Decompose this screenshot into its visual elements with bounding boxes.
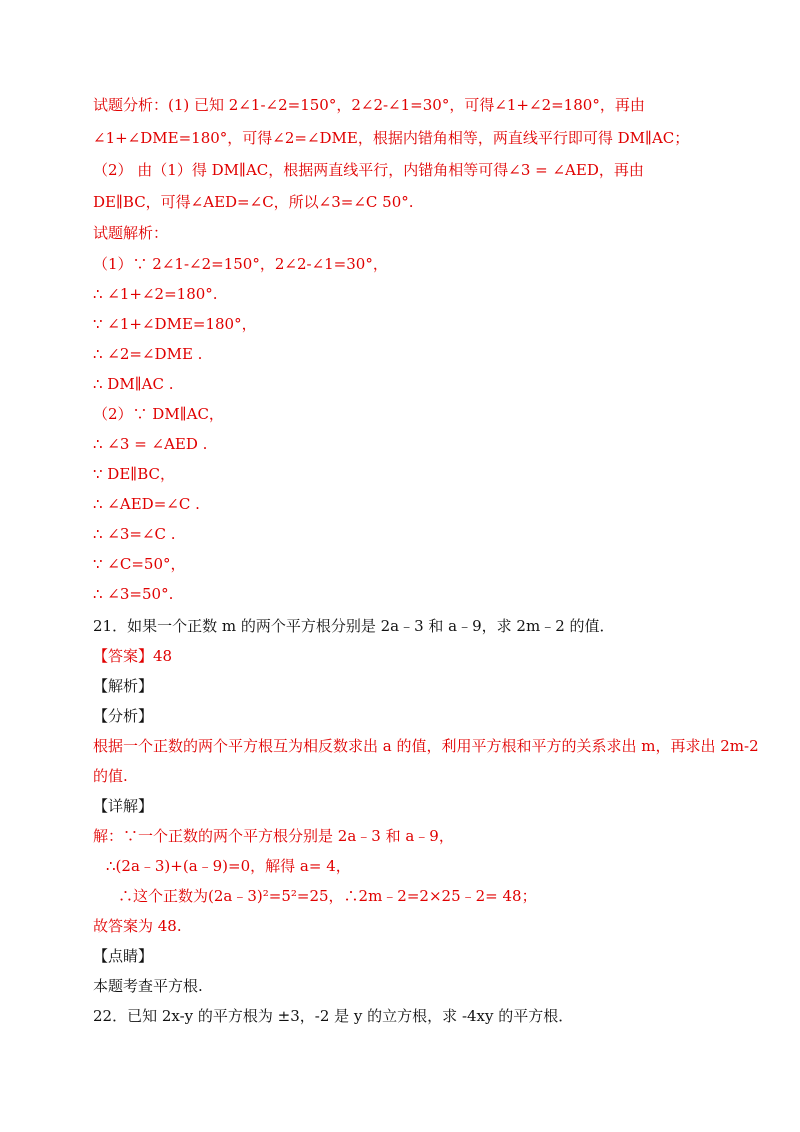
analysis-line-2: ∠1+∠DME=180°，可得∠2=∠DME，根据内错角相等，两直线平行即可得 DM∥AC；: [93, 129, 690, 147]
fenxi-tag: 【分析】: [93, 707, 154, 725]
question-21: 21．如果一个正数 m 的两个平方根分别是 2a﹣3 和 a﹣9，求 2m﹣2 的值．: [93, 617, 615, 635]
xiangjie-tag: 【详解】: [93, 797, 154, 815]
analysis-line-4: DE∥BC，可得∠AED=∠C，所以∠3=∠C 50°.: [93, 193, 414, 211]
solution-step: ∴ ∠3=∠C .: [93, 525, 176, 543]
fenxi-line-2: 的值.: [93, 767, 128, 785]
dianjing-tag: 【点睛】: [93, 947, 154, 965]
solution-step: ∵ ∠C=50°，: [93, 555, 186, 573]
detail-line-3: ∴这个正数为(2a﹣3)²=5²=25，∴2m﹣2=2×25﹣2= 48；: [118, 887, 537, 905]
solution-step: ∴ ∠1+∠2=180°.: [93, 285, 218, 303]
conclusion: 故答案为 48.: [93, 917, 182, 935]
jiexi-tag: 【解析】: [93, 677, 154, 695]
detail-line-2: ∴(2a﹣3)+(a﹣9)=0，解得 a= 4，: [106, 857, 351, 875]
solution-heading: 试题解析：: [93, 224, 169, 242]
solution-step: ∴ DM∥AC .: [93, 375, 174, 393]
solution-step: ∴ ∠AED=∠C .: [93, 495, 200, 513]
analysis-heading: 试题分析：: [93, 96, 169, 114]
detail-line-1: 解：∵一个正数的两个平方根分别是 2a﹣3 和 a﹣9，: [93, 827, 454, 845]
solution-step: ∵ DE∥BC，: [93, 465, 175, 483]
solution-step: ∴ ∠2=∠DME .: [93, 345, 203, 363]
solution-step: ∵ ∠1+∠DME=180°，: [93, 315, 257, 333]
question-22: 22．已知 2x-y 的平方根为 ±3，-2 是 y 的立方根，求 -4xy 的平方根．: [93, 1007, 574, 1025]
solution-step: ∴ ∠3 = ∠AED .: [93, 435, 208, 453]
solution-step: （2）∵ DM∥AC，: [93, 405, 224, 423]
dianjing-text: 本题考查平方根.: [93, 977, 203, 995]
solution-step: ∴ ∠3=50°.: [93, 585, 174, 603]
analysis-line-3: （2） 由（1）得 DM∥AC，根据两直线平行，内错角相等可得∠3 = ∠AED，再由: [93, 161, 644, 179]
solution-step: （1）∵ 2∠1-∠2=150°，2∠2-∠1=30°，: [93, 255, 388, 273]
answer-tag: 【答案】48: [93, 647, 173, 665]
analysis-line-1: 试题分析：(1) 已知 2∠1-∠2=150°，2∠2-∠1=30°，可得∠1+∠2=180°，再由: [93, 96, 645, 114]
fenxi-line-1: 根据一个正数的两个平方根互为相反数求出 a 的值，利用平方根和平方的关系求出 m，再求出 2m-2: [93, 737, 759, 755]
